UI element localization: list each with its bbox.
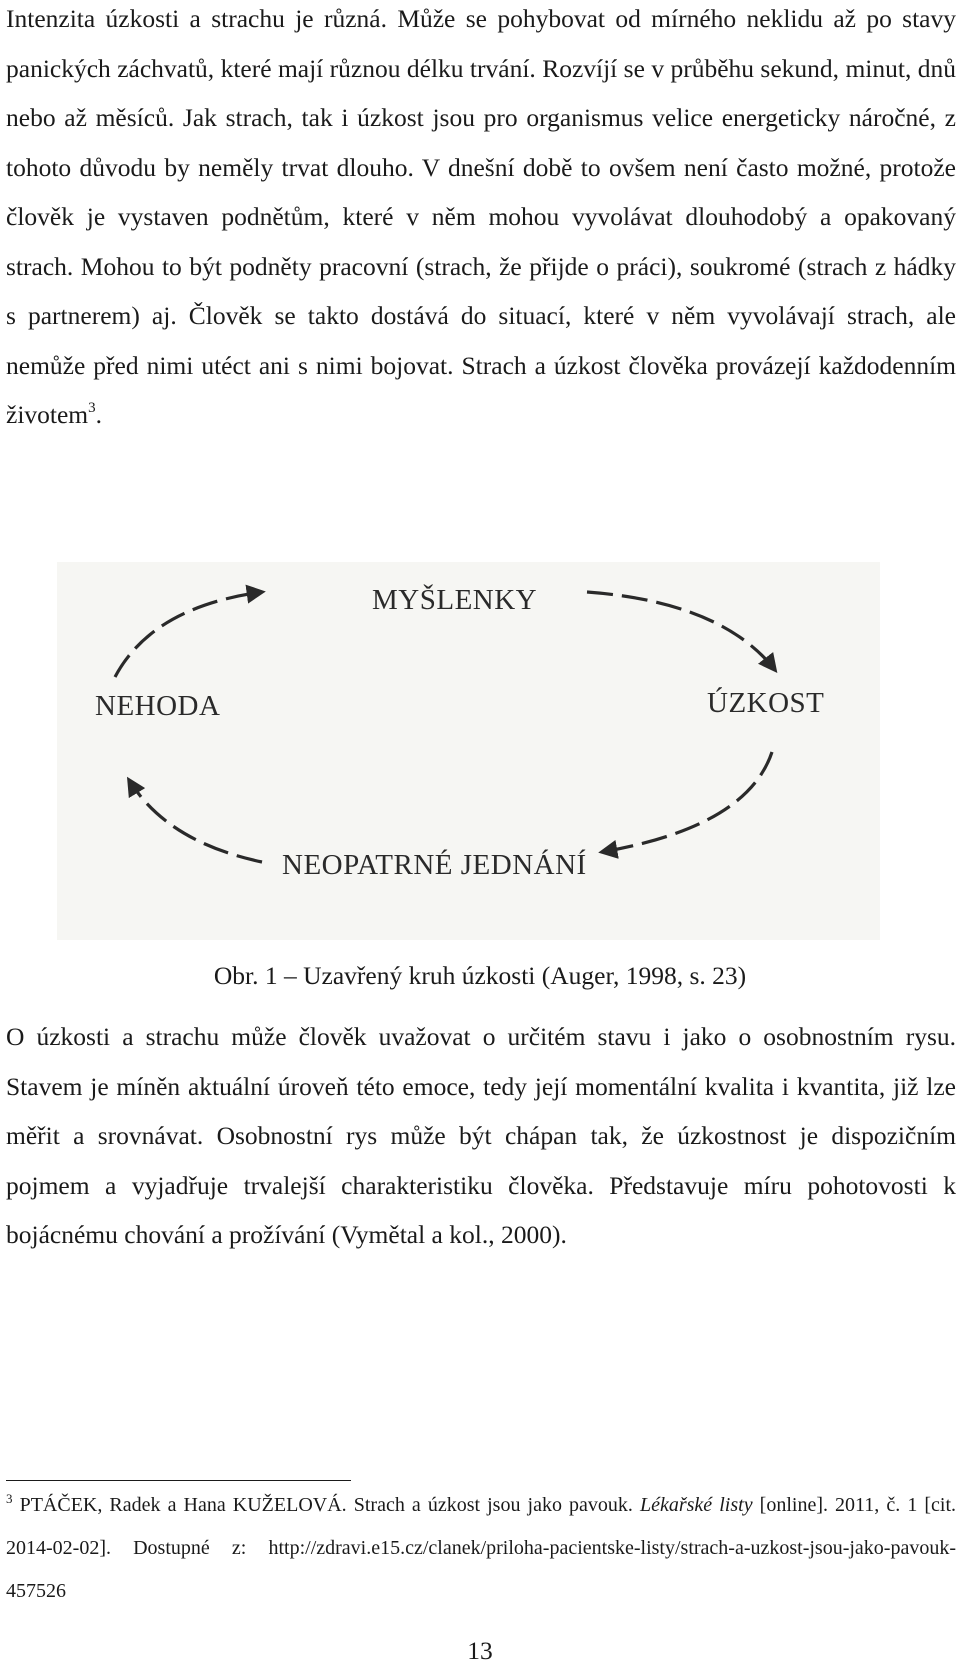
diagram-label-neopatrne-jednani: NEOPATRNÉ JEDNÁNÍ [282,849,587,881]
diagram-label-uzkost: ÚZKOST [707,687,825,719]
arrow-nehoda-to-myslenky [115,592,262,677]
anxiety-cycle-figure [57,562,880,940]
paragraph-intensity-end: . [95,400,103,429]
footnote-source-link[interactable]: [online]. 2011, č. 1 [cit. 2014-02-02]. Dostupné z: http://zdravi.e15.cz/clanek/priloha-pacientske-listy/strach-a-uzkost-jsou-jako-pavouk-457526 [6,1494,957,1602]
diagram-label-myslenky: MYŠLENKY [372,584,538,616]
paragraph-intensity [6,0,956,440]
anxiety-cycle-diagram [57,562,880,940]
footnote-number: 3 [6,1491,13,1506]
arrow-uzkost-to-jednani [602,752,772,852]
diagram-label-nehoda: NEHODA [95,690,221,722]
figure-caption: Obr. 1 – Uzavřený kruh úzkosti (Auger, 1998, s. 23) [213,961,747,990]
paragraph-state-trait: O úzkosti a strachu může člověk uvažovat o určitém stavu i jako o osobnostním rysu. Stavem je míněn aktuální úroveň této emoce, tedy její momentální kvalita i kvantita, již lze měřit a srovnávat. Osobnostní rys může být chápan tak, že úzkostnost je dispozičním pojmem a vyjadřuje trvalejší charakteristiku člověka. Představuje míru pohotovosti k bojácnému chování a prožívání (Vymětal a kol., 2000). [6,1022,956,1249]
footnote-journal: Lékařské listy [639,1494,753,1516]
arrow-myslenky-to-uzkost [587,592,775,670]
footnote-reference[interactable]: 3 [88,400,96,416]
footnote-authors: PTÁČEK, Radek a Hana KUŽELOVÁ. Strach a úzkost jsou jako pavouk. [19,1494,633,1516]
arrow-jednani-to-nehoda [129,780,262,862]
page-number: 13 [467,1636,493,1665]
paragraph-intensity-text: Intenzita úzkosti a strachu je různá. Může se pohybovat od mírného neklidu až po stavy panických záchvatů, které mají různou délku trvání. Rozvíjí se v průběhu sekund, minut, dnů nebo až měsíců. Jak strach, tak i úzkost jsou pro organismus velice energeticky náročné, z tohoto důvodu by neměly trvat dlouho. V dnešní době to ovšem není často možné, protože člověk je vystaven podnětům, které v něm mohou vyvolávat dlouhodobý a opakovaný strach. Mohou to být podněty pracovní (strach, že přijde o práci), soukromé (strach z hádky s partnerem) aj. Člověk se takto dostává do situací, které v něm vyvolávají strach, ale nemůže před nimi utéct ani s nimi bojovat. Strach a úzkost člověka provázejí každodenním životem [6,4,956,429]
footnote-separator [6,1480,351,1481]
footnote [6,1484,956,1613]
